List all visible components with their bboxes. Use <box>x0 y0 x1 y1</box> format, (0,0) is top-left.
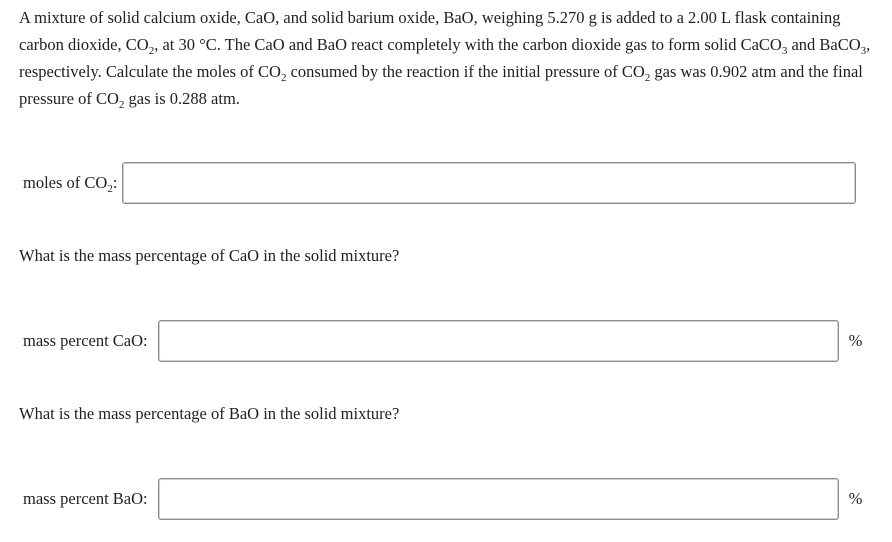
moles-co2-row <box>23 162 856 204</box>
mass-percent-cao-label: mass percent CaO: <box>23 331 148 350</box>
problem-text: consumed by the reaction if the initial pressure of CO <box>286 62 645 81</box>
moles-co2-label: moles of $CO_2$: <box>23 173 118 195</box>
subscript: 2 <box>148 45 155 57</box>
mass-percent-bao-input[interactable] <box>158 478 839 520</box>
subscript: 2 <box>118 99 125 111</box>
problem-text: , respectively. Calculate the moles of CO <box>19 35 871 81</box>
percent-unit-label: % <box>848 489 863 508</box>
moles-co2-input[interactable] <box>122 162 856 204</box>
percent-unit-label: % <box>848 331 863 350</box>
question-bao-mass-percent: What is the mass percentage of BaO in the solid mixture? <box>19 404 400 423</box>
problem-text: and BaCO <box>787 35 861 54</box>
mass-percent-bao-label: mass percent BaO: <box>23 489 148 508</box>
subscript: 3 <box>781 45 788 57</box>
problem-statement <box>19 4 881 112</box>
mass-percent-cao-input[interactable] <box>158 320 839 362</box>
question-cao-mass-percent: What is the mass percentage of CaO in the solid mixture? <box>19 246 400 265</box>
subscript: 2 <box>280 72 287 84</box>
problem-text: , at 30 °C. The CaO and BaO react completely with the carbon dioxide gas to form solid CaCO <box>154 35 782 54</box>
subscript: 2 <box>644 72 651 84</box>
mass-percent-cao-row <box>23 320 862 362</box>
problem-text: gas was 0.902 atm and the final pressure of CO <box>19 62 863 108</box>
problem-text: gas is 0.288 atm. <box>124 89 240 108</box>
problem-text: A mixture of solid calcium oxide, CaO, and solid barium oxide, BaO, weighing 5.270 g is added to a 2.00 L flask containing carbon dioxide, CO <box>19 8 841 54</box>
subscript: 3 <box>860 45 867 57</box>
mass-percent-bao-row <box>23 478 862 520</box>
